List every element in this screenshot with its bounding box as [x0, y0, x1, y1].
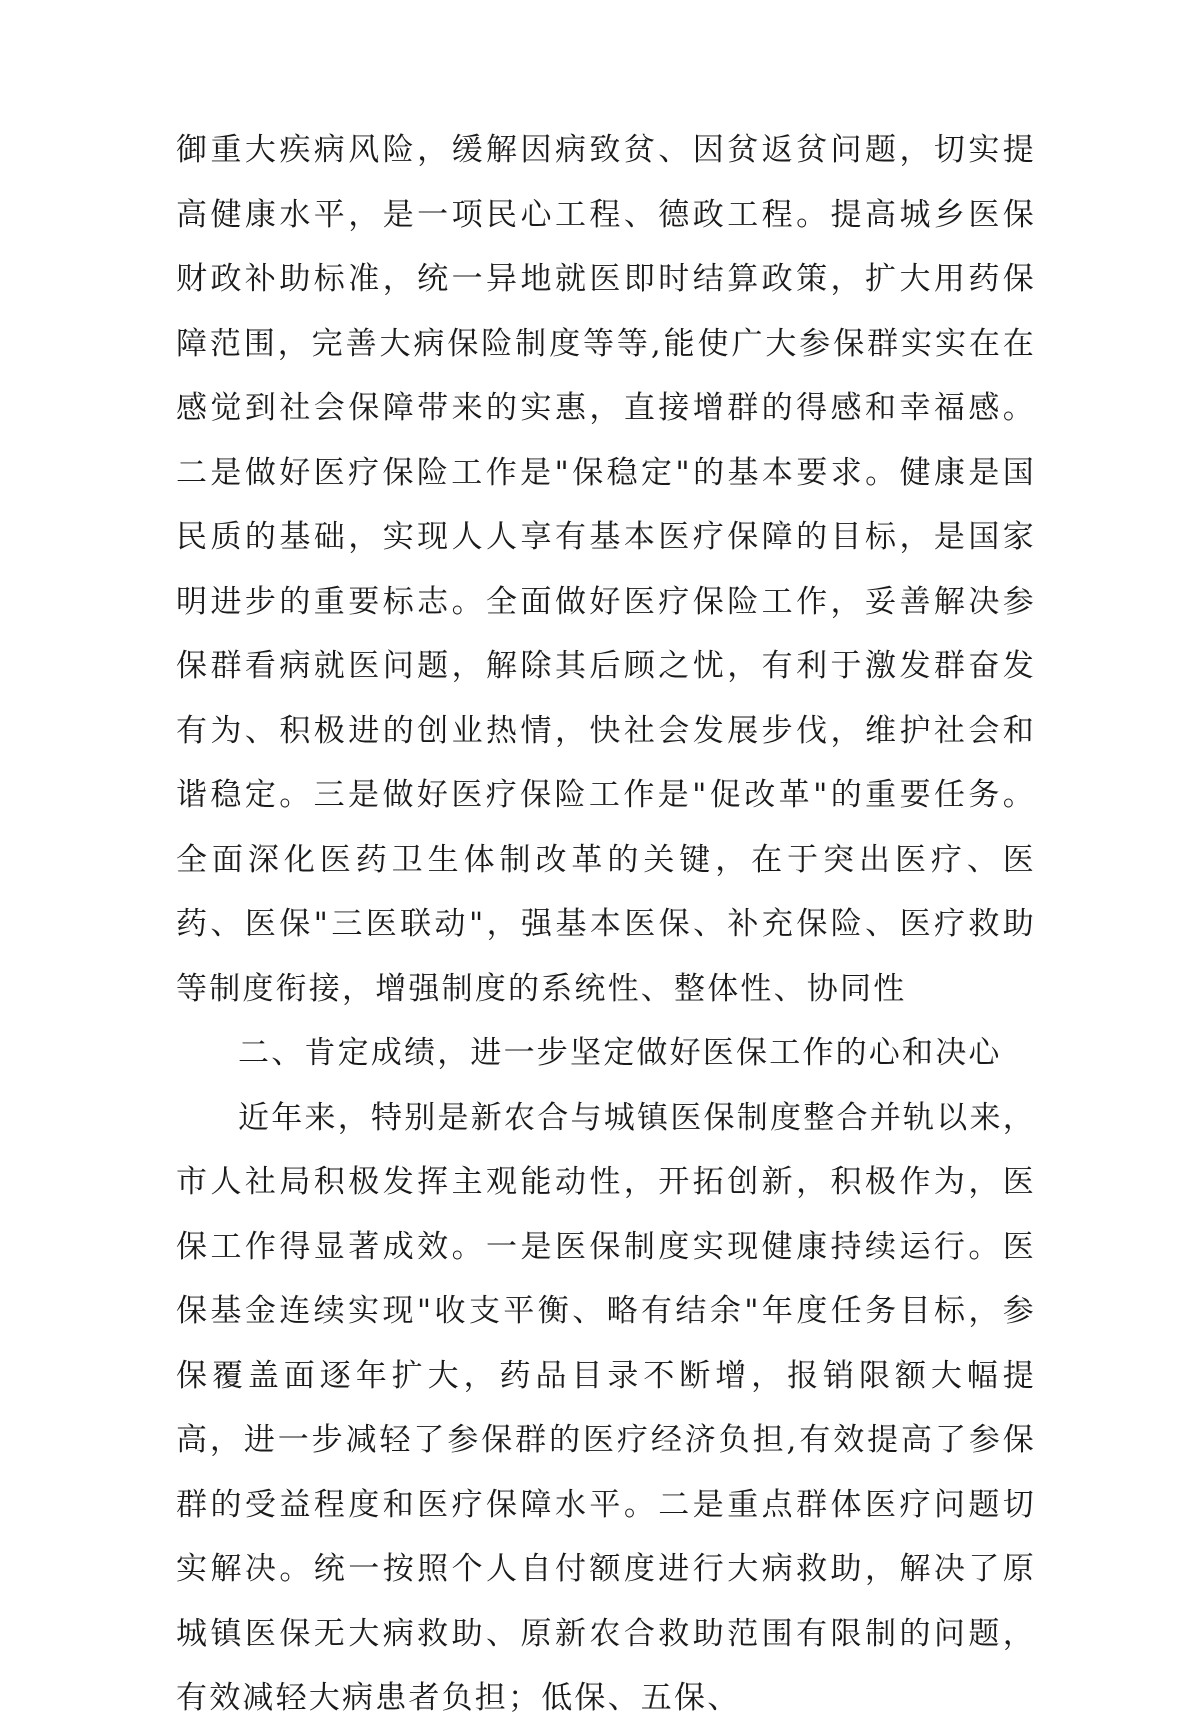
document-body [176, 118, 1036, 1731]
paragraph-continued-text: 御重大疾病风险，缓解因病致贫、因贫返贫问题，切实提高健康水平，是一项民心工程、德政工程。提高城乡医保财政补助标准，统一异地就医即时结算政策，扩大用药保障范围，完善大病保险制度等等,能使广大参保群实实在在感觉到社会保障带来的实惠，直接增群的得感和幸福感。二是做好医疗保险工作是"保稳定"的基本要求。健康是国民质的基础，实现人人享有基本医疗保障的目标，是国家明进步的重要标志。全面做好医疗保险工作，妥善解决参保群看病就医问题，解除其后顾之忧，有利于激发群奋发有为、积极进的创业热情，快社会发展步伐，维护社会和谐稳定。三是做好医疗保险工作是"促改革"的重要任务。全面深化医药卫生体制改革的关键，在于突出医疗、医药、医保"三医联动"，强基本医保、补充保险、医疗救助等制度衔接，增强制度的系统性、整体性、协同性 [176, 132, 1036, 1007]
paragraph-achievements: 近年来，特别是新农合与城镇医保制度整合并轨以来，市人社局积极发挥主观能动性，开拓创新，积极作为，医保工作得显著成效。一是医保制度实现健康持续运行。医保基金连续实现"收支平衡、略有结余"年度任务目标，参保覆盖面逐年扩大，药品目录不断增，报销限额大幅提高，进一步减轻了参保群的医疗经济负担,有效提高了参保群的受益程度和医疗保障水平。二是重点群体医疗问题切实解决。统一按照个人自付额度进行大病救助，解决了原城镇医保无大病救助、原新农合救助范围有限制的问题，有效减轻大病患者负担；低保、五保、 [176, 1099, 1036, 1716]
section-heading: 二、肯定成绩，进一步坚定做好医保工作的心和决心 [238, 1035, 1002, 1071]
